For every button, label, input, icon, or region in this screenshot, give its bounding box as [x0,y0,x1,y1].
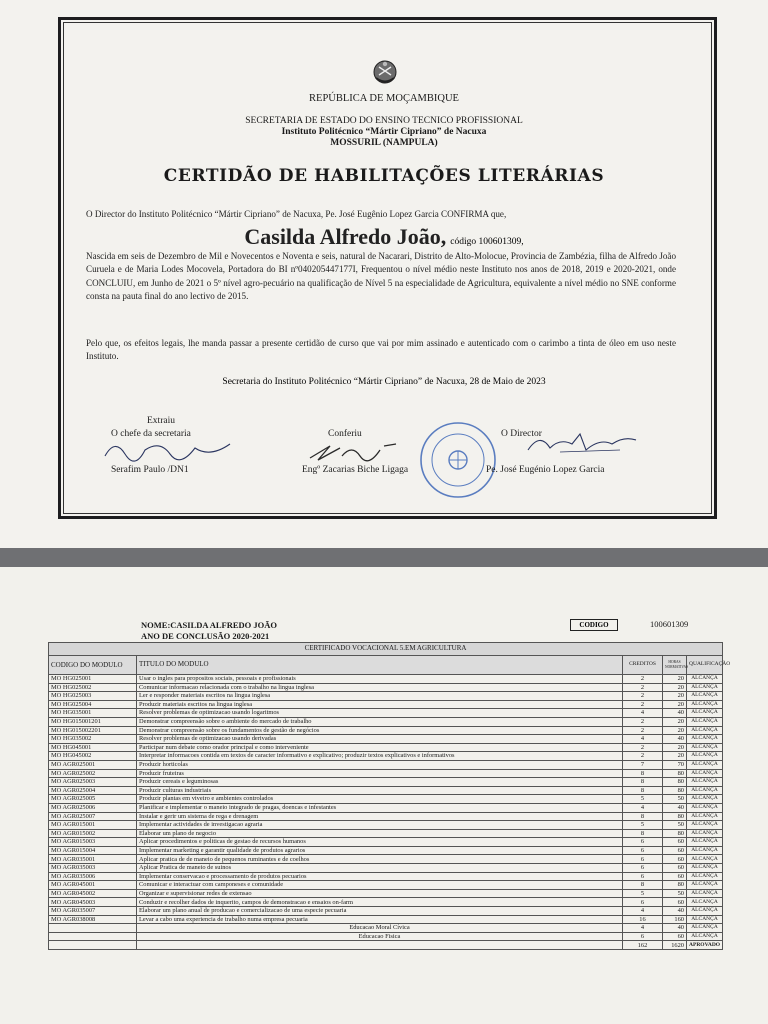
table-row [49,726,723,735]
modules-table [48,642,731,950]
signature-conferiu-icon [300,440,410,466]
institute-line: Instituto Politécnico “Mártir Cipriano” de Nacuxa [281,127,487,137]
module-title: Implementar actividades de investigacao agraria [137,821,623,830]
module-hours: 80 [663,812,687,821]
module-title: Resolver problemas de optimizacao usando derivadas [137,735,623,744]
module-code: MO AGR025001 [49,760,137,769]
module-code: MO HG035002 [49,735,137,744]
module-title: Elaborar um plano de negocio [137,829,623,838]
module-hours: 60 [663,838,687,847]
module-hours: 20 [663,726,687,735]
sig-conferiu-label: Conferiu [328,429,362,439]
module-hours: 80 [663,769,687,778]
module-qualification: ALCANÇA [687,769,723,778]
col-qual-header: QUALIFICAÇÃO [687,656,723,675]
total-hours: 1620 [663,941,687,950]
module-code: MO AGR045001 [49,881,137,890]
module-credits: 2 [623,752,663,761]
table-row [49,924,723,933]
module-qualification: ALCANÇA [687,778,723,787]
module-credits: 5 [623,795,663,804]
module-hours: 60 [663,932,687,941]
module-qualification: ALCANÇA [687,700,723,709]
table-row [49,786,723,795]
module-qualification: ALCANÇA [687,812,723,821]
module-title: Aplicar pratica de de maneio de pequenos ruminantes e de coelhos [137,855,623,864]
module-qualification: ALCANÇA [687,760,723,769]
table-row [49,829,723,838]
module-title: Participar num debate como orador principal e como interveniente [137,743,623,752]
module-qualification: ALCANÇA [687,743,723,752]
module-title: Produzir horticolas [137,760,623,769]
module-title: Elaborar um plano anual de producao e comercializacao de uma especie pecuaria [137,907,623,916]
module-credits: 6 [623,864,663,873]
module-code: MO AGR025003 [49,778,137,787]
student-name-line [0,224,768,250]
module-credits: 6 [623,846,663,855]
module-hours: 70 [663,760,687,769]
certificate-title: CERTIDÃO DE HABILITAÇÕES LITERÁRIAS [163,166,605,186]
module-qualification: ALCANÇA [687,864,723,873]
secretariat-line: SECRETARIA DE ESTADO DO ENSINO TECNICO PROFISSIONAL [245,116,523,126]
intro-paragraph: O Director do Instituto Politécnico “Mártir Cipriano” de Nacuxa, Pe. José Eugênio Lopez Garcia CONFIRMA que, [86,209,507,219]
module-credits: 5 [623,821,663,830]
module-credits: 6 [623,898,663,907]
module-title: Levar a cabo uma experiencia de trabalho numa empresa pecuaria [137,915,623,924]
institute-stamp-icon [418,420,498,500]
module-qualification: ALCANÇA [687,709,723,718]
total-blank [49,941,137,950]
module-credits: 6 [623,932,663,941]
total-result: APROVADO [687,941,723,950]
module-title: Instalar e gerir um sistema de rega e drenagem [137,812,623,821]
module-credits: 4 [623,735,663,744]
sig-director-label: O Director [501,429,542,439]
module-credits: 8 [623,829,663,838]
table-row [49,889,723,898]
total-credits: 162 [623,941,663,950]
module-title: Implementar conservacao e processamento de produtos pecuarios [137,872,623,881]
module-title: Produzir cereais e leguminosas [137,778,623,787]
col-code-header: CODIGO DO MODULO [49,656,137,675]
module-hours: 40 [663,735,687,744]
table-row [49,700,723,709]
module-code: MO HG045002 [49,752,137,761]
module-qualification: ALCANÇA [687,821,723,830]
module-credits: 2 [623,700,663,709]
sig-chefe-label: O chefe da secretaria [111,429,191,439]
module-credits: 2 [623,726,663,735]
table-row [49,752,723,761]
module-hours: 20 [663,743,687,752]
module-title: Comunicar informacao relacionada com o trabalho na lingua inglesa [137,683,623,692]
module-credits: 2 [623,692,663,701]
module-credits: 6 [623,855,663,864]
table-row [49,803,723,812]
module-hours: 20 [663,700,687,709]
location-line: MOSSURIL (NAMPULA) [330,138,438,148]
module-title: Demonstrar compreensão sobre os fundamentos de gestão de negócios [137,726,623,735]
module-qualification: ALCANÇA [687,786,723,795]
module-code: MO HG035001 [49,709,137,718]
module-code: MO AGR015001 [49,821,137,830]
module-qualification: ALCANÇA [687,881,723,890]
sig-director-name: Pe. José Eugénio Lopez Garcia [486,465,605,475]
module-credits: 4 [623,709,663,718]
module-credits: 8 [623,881,663,890]
total-row [49,941,723,950]
module-code: MO AGR045002 [49,889,137,898]
module-qualification: ALCANÇA [687,803,723,812]
module-code [49,932,137,941]
module-qualification: ALCANÇA [687,855,723,864]
module-title: Ler e responder materiais escritos na lingua inglesa [137,692,623,701]
module-hours: 80 [663,786,687,795]
module-credits: 16 [623,915,663,924]
module-credits: 4 [623,924,663,933]
module-title: Demonstrar compreensão sobre o ambiente do mercado de trabalho [137,717,623,726]
code-label: CODIGO [570,619,618,631]
table-row [49,717,723,726]
table-row [49,855,723,864]
module-code: MO AGR035006 [49,872,137,881]
module-credits: 5 [623,889,663,898]
table-row [49,743,723,752]
module-hours: 60 [663,846,687,855]
module-credits: 4 [623,803,663,812]
table-row [49,898,723,907]
signature-director-icon [520,428,640,458]
module-title: Implementar marketing e garantir qualidade de produtos agrarios [137,846,623,855]
module-code: MO AGR025007 [49,812,137,821]
module-qualification: ALCANÇA [687,898,723,907]
module-code: MO AGR015003 [49,838,137,847]
module-code: MO AGR015004 [49,846,137,855]
table-row [49,769,723,778]
module-credits: 4 [623,907,663,916]
table-title: CERTIFICADO VOCACIONAL 5.EM AGRICULTURA [49,643,723,656]
module-qualification: ALCANÇA [687,726,723,735]
module-title: Produzir culturas industriais [137,786,623,795]
module-qualification: ALCANÇA [687,735,723,744]
module-credits: 6 [623,872,663,881]
table-row [49,846,723,855]
module-title: Resolver problemas de optimizacao usando logaritmos [137,709,623,718]
table-row [49,735,723,744]
module-qualification: ALCANÇA [687,717,723,726]
module-title: Aplicar procedimentos e politicas de gestao de recursos humanos [137,838,623,847]
module-title: Aplicar Pratica de maneio de suinos [137,864,623,873]
module-title: Produzir materiais escritos na lingua inglesa [137,700,623,709]
place-date: Secretaria do Instituto Politécnico “Mártir Cipriano” de Nacuxa, 28 de Maio de 2023 [222,377,546,387]
module-hours: 40 [663,907,687,916]
module-hours: 80 [663,881,687,890]
module-code: MO HG015001201 [49,717,137,726]
module-credits: 8 [623,786,663,795]
module-code [49,924,137,933]
table-row [49,932,723,941]
module-hours: 80 [663,829,687,838]
module-code: MO HG025004 [49,700,137,709]
module-credits: 2 [623,683,663,692]
module-qualification: ALCANÇA [687,795,723,804]
module-hours: 20 [663,752,687,761]
module-credits: 2 [623,675,663,684]
module-code: MO AGR035003 [49,864,137,873]
module-title: Planificar e implementar o maneio integrado de pragas, doencas e infestantes [137,803,623,812]
table-row [49,760,723,769]
module-hours: 40 [663,803,687,812]
col-hours-header: HORAS NORMATIVAS [663,656,687,675]
module-hours: 40 [663,924,687,933]
module-qualification: ALCANÇA [687,889,723,898]
module-title: Conduzir e recolher dados de inquerito, campos de demonstracao e ensaios on-farm [137,898,623,907]
module-hours: 20 [663,692,687,701]
signature-chefe-icon [100,436,240,464]
module-code: MO AGR015002 [49,829,137,838]
module-credits: 6 [623,838,663,847]
module-code: MO AGR025006 [49,803,137,812]
module-title: Interpretar informacoes contida em textos de caracter informativo e explicativo; produzir textos explicativos e informativos [137,752,623,761]
module-hours: 80 [663,778,687,787]
table-row [49,692,723,701]
module-qualification: ALCANÇA [687,872,723,881]
table-row [49,683,723,692]
table-row [49,872,723,881]
module-credits: 2 [623,717,663,726]
module-code: MO AGR025002 [49,769,137,778]
student-code: código 100601309, [450,237,524,247]
module-code: MO AGR035001 [49,855,137,864]
module-code: MO AGR038008 [49,915,137,924]
table-row [49,907,723,916]
module-credits: 8 [623,778,663,787]
table-row [49,812,723,821]
module-qualification: ALCANÇA [687,932,723,941]
module-title: Usar o ingles para propositos sociais, pessoais e profissionais [137,675,623,684]
module-hours: 40 [663,709,687,718]
module-code: MO HG025001 [49,675,137,684]
table-row [49,864,723,873]
transcript-name: NOME:CASILDA ALFREDO JOÃO [141,620,278,630]
module-hours: 50 [663,889,687,898]
col-title-header: TITULO DO MODULO [137,656,623,675]
module-hours: 60 [663,864,687,873]
module-title: Comunicar e interactuar com camponeses e comunidade [137,881,623,890]
module-hours: 160 [663,915,687,924]
transcript-year: ANO DE CONCLUSÃO 2020-2021 [141,631,270,641]
module-title: Educacao Fisica [137,932,623,941]
module-code: MO HG025002 [49,683,137,692]
total-blank [137,941,623,950]
sig-extraiu-label: Extraiu [147,416,175,426]
module-qualification: ALCANÇA [687,752,723,761]
student-name: Casilda Alfredo João, [244,224,447,249]
module-code: MO AGR045003 [49,898,137,907]
republic-heading: REPÚBLICA DE MOÇAMBIQUE [309,93,459,104]
sig-chefe-name: Serafim Paulo /DN1 [111,465,189,475]
module-hours: 60 [663,872,687,881]
module-hours: 20 [663,675,687,684]
table-row [49,675,723,684]
col-credits-header: CREDITOS [623,656,663,675]
module-hours: 60 [663,898,687,907]
table-row [49,881,723,890]
module-qualification: ALCANÇA [687,683,723,692]
table-row [49,838,723,847]
module-credits: 2 [623,743,663,752]
module-code: MO AGR035007 [49,907,137,916]
module-code: MO HG045001 [49,743,137,752]
module-qualification: ALCANÇA [687,675,723,684]
module-code: MO AGR025004 [49,786,137,795]
module-qualification: ALCANÇA [687,907,723,916]
module-qualification: ALCANÇA [687,692,723,701]
modules-table-body [49,675,723,950]
module-title: Produzir fruteiras [137,769,623,778]
module-credits: 7 [623,760,663,769]
module-title: Educacao Moral Cívica [137,924,623,933]
module-qualification: ALCANÇA [687,915,723,924]
module-qualification: ALCANÇA [687,846,723,855]
table-row [49,778,723,787]
module-credits: 8 [623,769,663,778]
table-row [49,795,723,804]
module-code: MO HG025003 [49,692,137,701]
module-hours: 20 [663,717,687,726]
module-code: MO AGR025005 [49,795,137,804]
module-hours: 50 [663,795,687,804]
module-code: MO HG015002201 [49,726,137,735]
module-hours: 50 [663,821,687,830]
sig-conferiu-name: Engº Zacarias Biche Ligaga [302,465,409,475]
table-row [49,915,723,924]
module-qualification: ALCANÇA [687,924,723,933]
module-hours: 20 [663,683,687,692]
institution-block [0,116,768,149]
module-hours: 60 [663,855,687,864]
table-row [49,821,723,830]
module-title: Organizar e supervisionar redes de extensao [137,889,623,898]
code-value: 100601309 [650,619,689,629]
module-credits: 8 [623,812,663,821]
module-qualification: ALCANÇA [687,829,723,838]
national-emblem-icon [368,58,402,88]
table-row [49,709,723,718]
closing-paragraph: Pelo que, os efeitos legais, lhe manda passar a presente certidão de curso que vai por mim assinado e autenticado com o carimbo a tinta de óleo em uso neste Instituto. [86,338,676,362]
module-title: Produzir plantas em viveiro e ambientes controlados [137,795,623,804]
module-qualification: ALCANÇA [687,838,723,847]
body-paragraph: Nascida em seis de Dezembro de Mil e Novecentos e Noventa e seis, natural de Nacarari, Distrito de Alto-Molocue, Provincia de Zambézia, filha de Alfredo João Curuela e de Maria Lodes Mocovela, Portadora do BI nº040205447177I, Frequentou o nível médio neste Instituto nos anos de 2018, 2019 e 2020-2021, onde CONCLUIU, em Junho de 2021 o 5º nível agro-pecuário na qualificação de Nível 5 na especialidade de Agricultura, equivalente a nível médio no SNE conforme consta na pauta final do ano lectivo de 2015. [86,251,676,302]
